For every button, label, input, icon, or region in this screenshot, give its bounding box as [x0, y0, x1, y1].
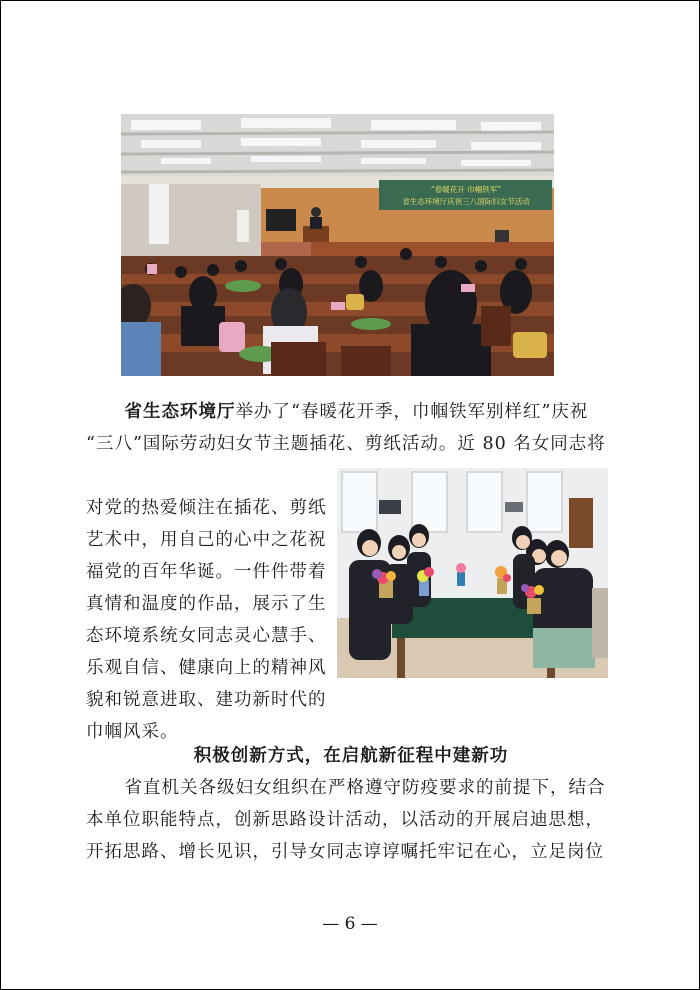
wrap-line: 态环境系统女同志灵心慧手、 [86, 626, 327, 646]
paragraph-1-line1: 举办了“春暖花开季，巾帼铁军别样红”庆祝 [235, 402, 589, 422]
banner-line1: “春暖花开 巾帼铁军” [430, 185, 502, 194]
wrap-line: 艺术中，用自己的心中之花祝 [86, 530, 327, 550]
paragraph-1-intro [86, 396, 616, 460]
wrap-line: 对党的热爱倾注在插花、剪纸 [86, 498, 327, 518]
banner-line2: 省生态环境厅庆祝三八国际妇女节活动 [402, 197, 530, 206]
paragraph-1-wrapped-column [86, 492, 334, 748]
paragraph-2: 省直机关各级妇女组织在严格遵守防疫要求的前提下，结合本单位职能特点，创新思路设计活动，以活动的开展启迪思想，开拓思路、增长见识，引导女同志谆谆嘱托牢记在心，立足岗位 [86, 778, 606, 862]
wrap-line: 乐观自信、健康向上的精神风 [86, 658, 327, 678]
conference-hall-photo [121, 114, 554, 376]
wrap-line: 貌和锐意进取、建功新时代的 [86, 690, 327, 710]
wrap-line: 福党的百年华诞。一件件带着 [86, 562, 327, 582]
page-number: — 6 — [322, 914, 378, 934]
paragraph-1-line2: “三八”国际劳动妇女节主题插花、剪纸活动。近 80 名女同志将 [86, 434, 606, 454]
wrap-line: 巾帼风采。 [86, 722, 179, 742]
women-group-photo [337, 468, 608, 678]
wrap-line: 真情和温度的作品，展示了生 [86, 594, 327, 614]
organization-name: 省生态环境厅 [124, 402, 236, 422]
section-heading: 积极创新方式，在启航新征程中建新功 [193, 746, 509, 766]
